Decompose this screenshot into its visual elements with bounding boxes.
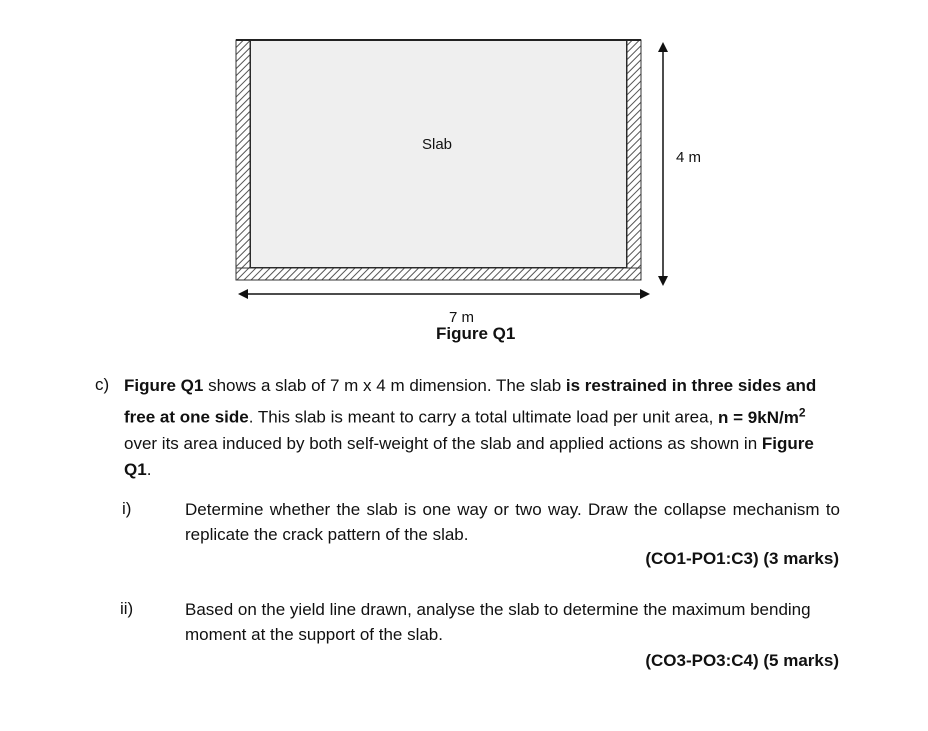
figure-ref: Figure Q1 [124,376,204,395]
arrow-right-icon [640,289,650,299]
subquestion-label-i: i) [122,499,132,518]
slab-label: Slab [422,136,453,153]
left-support-wall [236,40,250,280]
slab-figure [0,0,928,360]
figure-ref-2: Figure Q1 [124,433,814,479]
right-support-wall [627,40,641,280]
marks-ii: (CO3-PO3:C4) (5 marks) [645,651,839,670]
arrow-down-icon [658,276,668,286]
dim-horizontal-label: 7 m [449,309,475,326]
subquestion-text-i: Determine whether the slab is one way or two way. Draw the collapse mechanism to replicate the crack pattern of the slab. [185,500,840,544]
subquestion-text-ii: Based on the yield line drawn, analyse the slab to determine the maximum bending moment at the support of the slab. [185,600,811,644]
figure-caption: Figure Q1 [436,324,516,343]
load-value: $n = 9kN/m^2$ [718,405,806,427]
dim-vertical-label: 4 m [676,149,702,166]
slab-area [250,40,627,268]
arrow-left-icon [238,289,248,299]
marks-i: (CO1-PO1:C3) (3 marks) [645,549,839,568]
subquestion-label-ii: ii) [120,599,134,618]
question-label: c) [95,375,110,394]
restraint-text: is restrained in three sides and free at one side [124,376,817,427]
question-text: Figure Q1 shows a slab of 7 m x 4 m dimension. The slab is restrained in three sides and free at one side. This slab is meant to carry a total ultimate load per unit area, $n = 9kN/m^2$ over its area induced by both self-weight of the slab and applied actions as shown in Figure Q1. [124,376,817,479]
arrow-up-icon [658,42,668,52]
bottom-support-wall [236,268,641,280]
